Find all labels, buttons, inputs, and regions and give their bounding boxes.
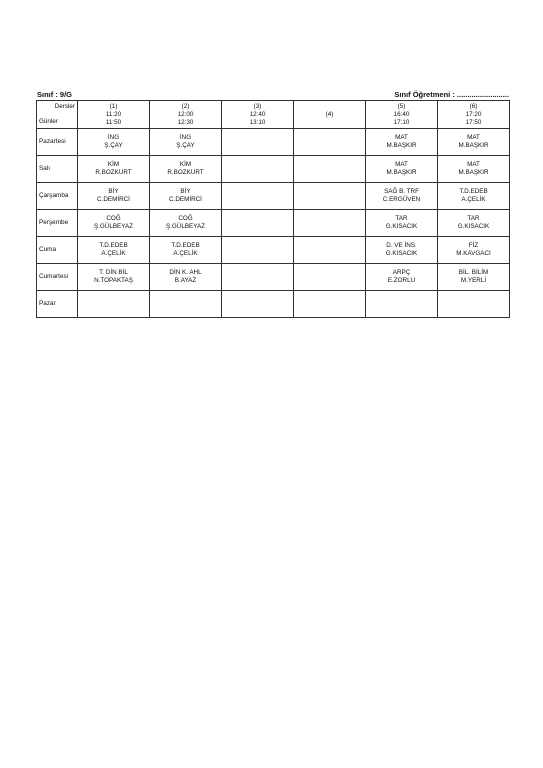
class-label: Sınıf : 9/G bbox=[37, 90, 73, 99]
lesson-name: BİY bbox=[180, 188, 191, 195]
lesson-name: MAT bbox=[467, 134, 480, 141]
lesson-name: T.D.EDEB bbox=[459, 188, 488, 195]
corner-lessons-label: Dersler bbox=[54, 103, 75, 110]
lesson-name: T. DİN BİL bbox=[99, 269, 128, 276]
teacher-name: A.ÇELİK bbox=[173, 250, 198, 257]
table-row bbox=[37, 264, 510, 291]
period-num: (3) bbox=[253, 102, 262, 110]
lesson-cell bbox=[222, 264, 294, 291]
period-start: 11:20 bbox=[105, 110, 122, 118]
period-start: 17:20 bbox=[465, 110, 482, 118]
period-num: (4) bbox=[325, 110, 334, 118]
lesson-cell bbox=[294, 129, 366, 156]
lesson-cell bbox=[366, 156, 438, 183]
lesson-cell bbox=[438, 291, 510, 318]
lesson-cell bbox=[366, 237, 438, 264]
lesson-name: BİY bbox=[108, 188, 119, 195]
teacher-name: G.KISACIK bbox=[385, 223, 418, 230]
timetable bbox=[36, 100, 510, 318]
teacher-name: N.TOPAKTAŞ bbox=[94, 277, 133, 284]
period-header-1 bbox=[78, 101, 150, 129]
period-num: (5) bbox=[397, 102, 406, 110]
table-row bbox=[37, 183, 510, 210]
teacher-name: E.ZORLU bbox=[387, 277, 416, 284]
lesson-cell bbox=[78, 156, 150, 183]
lesson-cell bbox=[150, 291, 222, 318]
period-header-2 bbox=[150, 101, 222, 129]
period-start: 12:40 bbox=[249, 110, 266, 118]
teacher-name: A.ÇELİK bbox=[461, 196, 486, 203]
teacher-name: M.BAŞKIR bbox=[458, 142, 489, 149]
lesson-cell bbox=[438, 210, 510, 237]
lesson-cell bbox=[438, 183, 510, 210]
lesson-name: MAT bbox=[395, 134, 408, 141]
period-header-row bbox=[37, 101, 510, 129]
period-end: 17:10 bbox=[393, 118, 410, 126]
lesson-cell bbox=[438, 129, 510, 156]
teacher-name: M.KAVGACI bbox=[456, 250, 491, 257]
day-name: Cumartesi bbox=[37, 264, 78, 291]
teacher-name: R.BOZKURT bbox=[95, 169, 132, 176]
lesson-name: COĞ bbox=[178, 215, 193, 222]
table-row bbox=[37, 129, 510, 156]
lesson-cell bbox=[222, 183, 294, 210]
lesson-name: FİZ bbox=[468, 242, 479, 249]
lesson-name: İNG bbox=[107, 134, 120, 141]
lesson-name: BİL. BİLİM bbox=[458, 269, 489, 276]
page-header bbox=[36, 90, 509, 100]
teacher-name: M.YERLİ bbox=[460, 277, 487, 284]
corner-cell bbox=[37, 101, 78, 129]
lesson-name: TAR bbox=[395, 215, 408, 222]
teacher-name: R.BOZKURT bbox=[167, 169, 204, 176]
lesson-cell bbox=[150, 264, 222, 291]
day-name: Çarşamba bbox=[37, 183, 78, 210]
teacher-name: Ş.ÇAY bbox=[104, 142, 123, 149]
lesson-name: KİM bbox=[179, 161, 192, 168]
lesson-cell bbox=[150, 210, 222, 237]
period-num: (2) bbox=[181, 102, 190, 110]
period-end: 17:50 bbox=[465, 118, 482, 126]
period-end: 11:50 bbox=[105, 118, 122, 126]
period-header-3 bbox=[222, 101, 294, 129]
teacher-name: Ş.GÜLBEYAZ bbox=[165, 223, 206, 230]
lesson-name: ARPÇ bbox=[392, 269, 411, 276]
teacher-name: C.DEMİRCİ bbox=[97, 196, 130, 203]
lesson-name: T.D.EDEB bbox=[99, 242, 128, 249]
day-name: Pazar bbox=[37, 291, 78, 318]
lesson-cell bbox=[78, 237, 150, 264]
period-end: 13:10 bbox=[249, 118, 266, 126]
lesson-cell bbox=[438, 237, 510, 264]
teacher-name: M.BAŞKIR bbox=[386, 169, 417, 176]
lesson-cell bbox=[150, 129, 222, 156]
lesson-cell bbox=[294, 264, 366, 291]
lesson-cell bbox=[366, 264, 438, 291]
table-row bbox=[37, 237, 510, 264]
teacher-name: B.AYAZ bbox=[174, 277, 197, 284]
lesson-cell bbox=[366, 291, 438, 318]
lesson-cell bbox=[78, 264, 150, 291]
day-name: Perşembe bbox=[37, 210, 78, 237]
teacher-name: G.KISACIK bbox=[385, 250, 418, 257]
lesson-cell bbox=[222, 210, 294, 237]
corner-days-label: Günler bbox=[39, 118, 58, 125]
lesson-cell bbox=[222, 156, 294, 183]
lesson-cell bbox=[222, 237, 294, 264]
period-header-5 bbox=[366, 101, 438, 129]
lesson-cell bbox=[78, 183, 150, 210]
lesson-name: DİN K. AHL bbox=[169, 269, 202, 276]
lesson-cell bbox=[438, 156, 510, 183]
teacher-name: M.BAŞKIR bbox=[458, 169, 489, 176]
teacher-name: Ş.ÇAY bbox=[176, 142, 195, 149]
lesson-cell bbox=[222, 291, 294, 318]
day-name: Salı bbox=[37, 156, 78, 183]
table-row bbox=[37, 156, 510, 183]
teacher-name: M.BAŞKIR bbox=[386, 142, 417, 149]
lesson-cell bbox=[366, 210, 438, 237]
lesson-cell bbox=[150, 156, 222, 183]
period-start: 16:40 bbox=[393, 110, 410, 118]
period-header-4 bbox=[294, 101, 366, 129]
period-end: 12:30 bbox=[177, 118, 194, 126]
lesson-cell bbox=[78, 129, 150, 156]
lesson-cell bbox=[78, 291, 150, 318]
lesson-cell bbox=[294, 291, 366, 318]
lesson-cell bbox=[366, 129, 438, 156]
class-teacher-label: Sınıf Öğretmeni : ......................... bbox=[394, 90, 509, 99]
teacher-name: C.ERGÜVEN bbox=[382, 196, 421, 203]
teacher-name: C.DEMİRCİ bbox=[169, 196, 202, 203]
lesson-name: MAT bbox=[395, 161, 408, 168]
lesson-cell bbox=[294, 237, 366, 264]
period-header-6 bbox=[438, 101, 510, 129]
lesson-cell bbox=[294, 156, 366, 183]
lesson-name: D. VE İNS. bbox=[386, 242, 417, 249]
lesson-name: T.D.EDEB bbox=[171, 242, 200, 249]
table-row bbox=[37, 210, 510, 237]
period-num: (1) bbox=[109, 102, 118, 110]
lesson-cell bbox=[294, 183, 366, 210]
lesson-name: SAĞ B. TRF bbox=[384, 188, 419, 195]
lesson-cell bbox=[294, 210, 366, 237]
lesson-cell bbox=[366, 183, 438, 210]
lesson-cell bbox=[438, 264, 510, 291]
lesson-name: COĞ bbox=[106, 215, 121, 222]
lesson-name: KİM bbox=[107, 161, 120, 168]
teacher-name: A.ÇELİK bbox=[101, 250, 126, 257]
teacher-name: G.KISACIK bbox=[457, 223, 490, 230]
lesson-cell bbox=[78, 210, 150, 237]
lesson-cell bbox=[150, 237, 222, 264]
lesson-name: TAR bbox=[467, 215, 480, 222]
period-start: 12:00 bbox=[177, 110, 194, 118]
lesson-name: İNG bbox=[179, 134, 192, 141]
lesson-cell bbox=[222, 129, 294, 156]
period-num: (6) bbox=[469, 102, 478, 110]
lesson-name: MAT bbox=[467, 161, 480, 168]
teacher-name: Ş.GÜLBEYAZ bbox=[93, 223, 134, 230]
day-name: Cuma bbox=[37, 237, 78, 264]
day-name: Pazartesi bbox=[37, 129, 78, 156]
table-row bbox=[37, 291, 510, 318]
lesson-cell bbox=[150, 183, 222, 210]
